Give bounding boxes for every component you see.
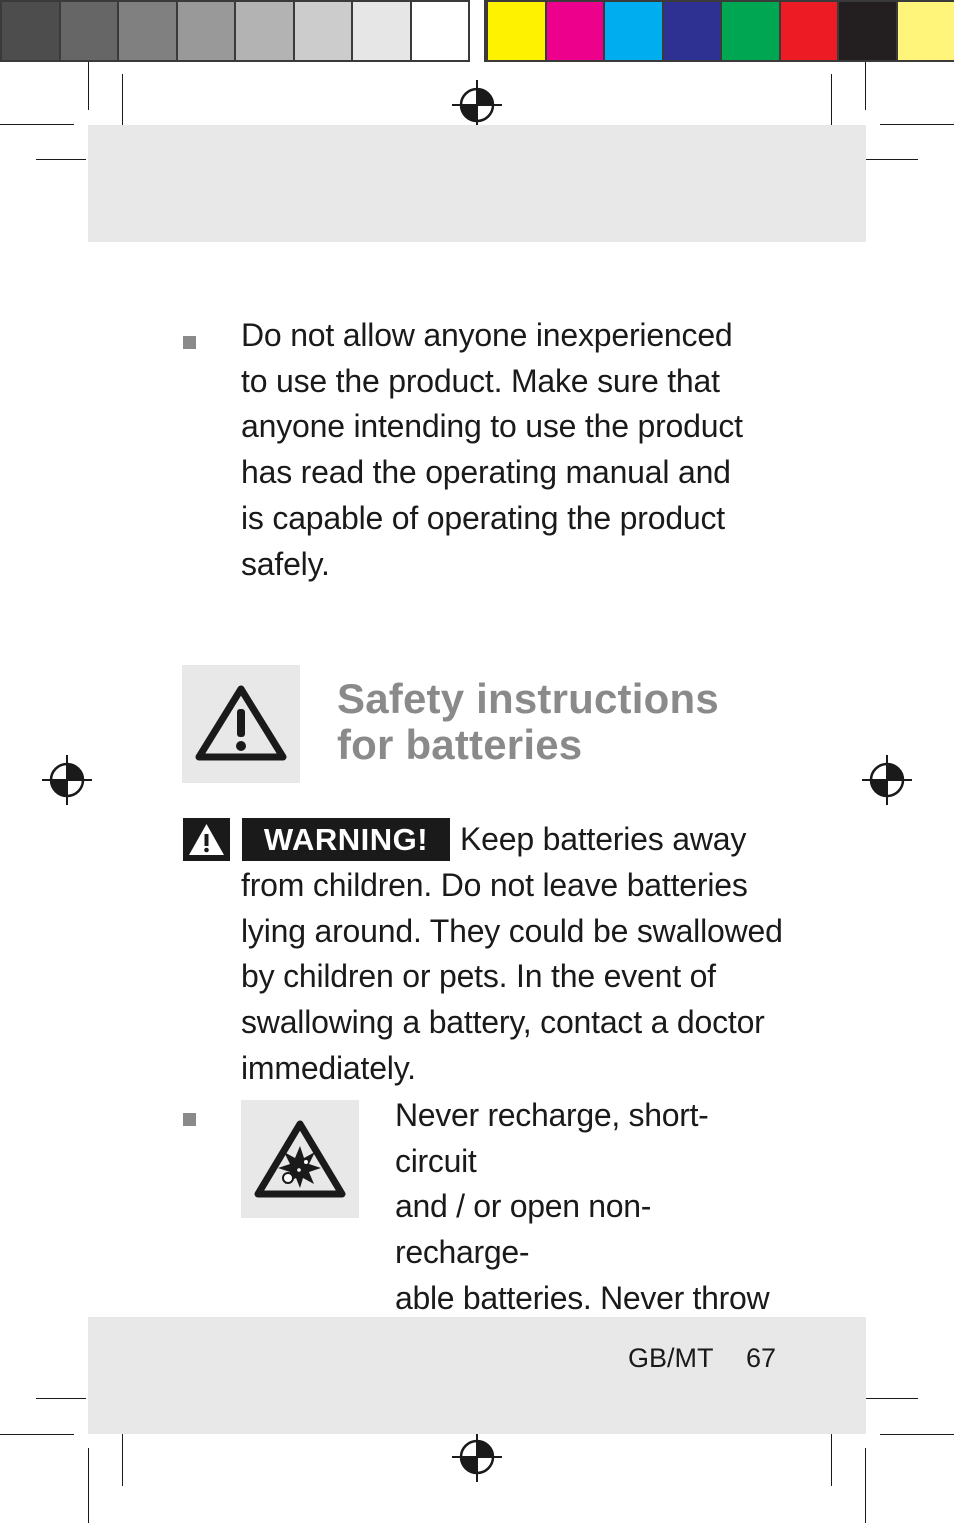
registration-mark-left bbox=[42, 755, 92, 805]
text-line: and / or open non-recharge- bbox=[395, 1188, 652, 1271]
gray-swatch bbox=[353, 2, 410, 60]
color-swatch bbox=[547, 2, 604, 60]
bullet-marker bbox=[183, 1113, 196, 1126]
color-swatch bbox=[488, 2, 545, 60]
registration-mark-top bbox=[452, 80, 502, 130]
explosion-hazard-icon bbox=[241, 1100, 359, 1218]
gray-swatch bbox=[119, 2, 176, 60]
registration-mark-right bbox=[862, 755, 912, 805]
text-line: Never recharge, short-circuit bbox=[395, 1097, 709, 1179]
header-panel bbox=[88, 125, 866, 242]
color-swatch bbox=[605, 2, 662, 60]
warning-first-line: Keep batteries away bbox=[460, 821, 747, 857]
gray-swatch bbox=[295, 2, 352, 60]
color-swatch bbox=[781, 2, 838, 60]
section-title bbox=[337, 676, 797, 768]
text-line: able batteries. Never throw bbox=[395, 1279, 770, 1316]
gray-swatch bbox=[61, 2, 118, 60]
section-title-line-2: for batteries bbox=[337, 721, 583, 768]
warning-text: from children. Do not leave batteries lying around. They could be swallowed by children or pets. In the event of swallowing a battery, contact a doctor immediately. bbox=[241, 867, 783, 1086]
section-title-line-1: Safety instructions bbox=[337, 675, 719, 722]
explosion-icon-box bbox=[241, 1100, 359, 1218]
section-warning-icon-box bbox=[182, 665, 300, 783]
color-swatch bbox=[839, 2, 896, 60]
bullet-text-non-rechargeable bbox=[395, 1093, 785, 1322]
warning-triangle-icon bbox=[182, 665, 300, 783]
gray-swatch bbox=[178, 2, 235, 60]
gray-swatch bbox=[236, 2, 293, 60]
footer-language-code: GB/MT bbox=[628, 1343, 714, 1373]
page-number: 67 bbox=[746, 1343, 777, 1373]
bullet-marker bbox=[183, 336, 196, 349]
gray-swatch bbox=[412, 2, 469, 60]
warning-badge: WARNING! bbox=[242, 818, 450, 861]
gray-swatch bbox=[2, 2, 59, 60]
small-warning-triangle-icon bbox=[183, 818, 230, 861]
registration-mark-bottom bbox=[452, 1432, 502, 1482]
color-swatch bbox=[898, 2, 954, 60]
color-swatch bbox=[664, 2, 721, 60]
color-swatch bbox=[722, 2, 779, 60]
bullet-text-inexperienced-users: Do not allow anyone inexperienced to use the product. Make sure that anyone intending to use the product has read the operating manual and is capable of operating the product safely. bbox=[241, 317, 743, 582]
